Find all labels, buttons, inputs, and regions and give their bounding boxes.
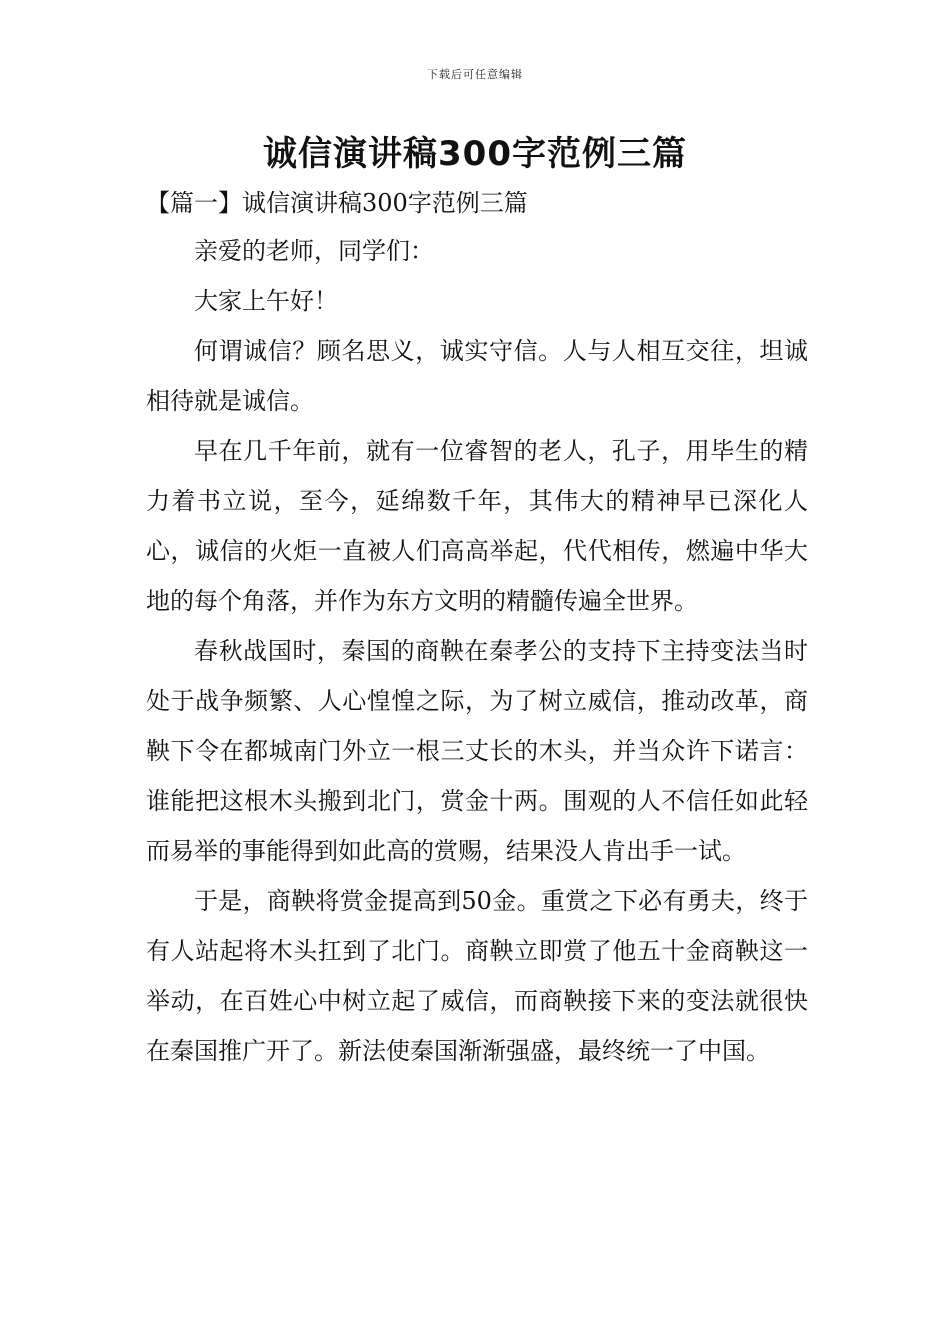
paragraph-shang-yang: 春秋战国时，秦国的商鞅在秦孝公的支持下主持变法当时处于战争频繁、人心惶惶之际，为了树立威信，推动改革，商鞅下令在都城南门外立一根三丈长的木头，并当众许下诺言：谁能把这根木头搬到北门，赏金十两。围观的人不信任如此轻而易举的事能得到如此高的赏赐，结果没人肯出手一试。 [146, 637, 808, 865]
section-heading: 【篇一】诚信演讲稿300字范例三篇 [146, 189, 528, 217]
document-title: 诚信演讲稿300字范例三篇 [263, 134, 687, 174]
document-body [146, 226, 808, 1076]
paragraph-definition: 何谓诚信？顾名思义，诚实守信。人与人相互交往，坦诚相待就是诚信。 [146, 337, 808, 415]
paragraph-salutation: 大家上午好！ [194, 287, 338, 315]
paragraph-greeting: 亲爱的老师，同学们： [194, 237, 434, 265]
paragraph-confucius: 早在几千年前，就有一位睿智的老人，孔子，用毕生的精力着书立说，至今，延绵数千年，其伟大的精神早已深化人心，诚信的火炬一直被人们高高举起，代代相传，燃遍中华大地的每个角落，并作为东方文明的精髓传遍全世界。 [146, 437, 808, 615]
paragraph-reward: 于是，商鞅将赏金提高到50金。重赏之下必有勇夫，终于有人站起将木头扛到了北门。商鞅立即赏了他五十金商鞅这一举动，在百姓心中树立起了威信，而商鞅接下来的变法就很快在秦国推广开了。新法使秦国渐渐强盛，最终统一了中国。 [146, 887, 808, 1065]
header-note: 下载后可任意编辑 [427, 68, 523, 81]
